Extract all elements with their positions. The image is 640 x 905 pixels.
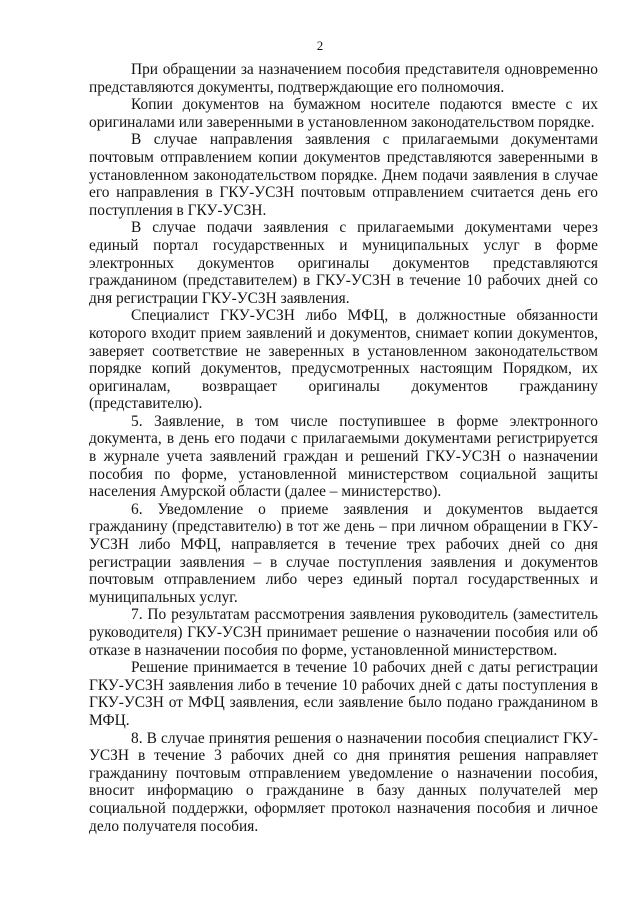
paragraph-postal-submission: В случае направления заявления с прилагаемыми документами почтовым отправлением копии документов представляются заверенными в установленном законодательством порядке. Днем подачи заявления в случае его направления в ГКУ-УСЗН почтовым отправлением считается день его поступления в ГКУ-УСЗН.	[89, 131, 598, 219]
paragraph-item-7: 7. По результатам рассмотрения заявления руководитель (заместитель руководителя) ГКУ-УСЗН принимает решение о назначении пособия или об отказе в назначении пособия по форме, установленной министерством.	[89, 606, 598, 659]
paragraph-representative-documents: При обращении за назначением пособия представителя одновременно представляются документы, подтверждающие его полномочия.	[89, 61, 598, 96]
paragraph-document-copies: Копии документов на бумажном носителе подаются вместе с их оригиналами или заверенными в установленном законодательством порядке.	[89, 96, 598, 131]
paragraph-item-5: 5. Заявление, в том числе поступившее в форме электронного документа, в день его подачи с прилагаемыми документами регистрируется в журнале учета заявлений граждан и решений ГКУ-УСЗН о назначении пособия по форме, установленной министерством социальной защиты населения Амурской области (далее – министерство).	[89, 412, 598, 501]
document-body	[89, 61, 598, 835]
paragraph-decision-timing: Решение принимается в течение 10 рабочих дней с даты регистрации ГКУ-УСЗН заявления либо в течение 10 рабочих дней с даты поступления в ГКУ-УСЗН от МФЦ заявления, если заявление было подано гражданином в МФЦ.	[89, 659, 598, 729]
paragraph-specialist-duties: Специалист ГКУ-УСЗН либо МФЦ, в должностные обязанности которого входит прием заявлений и документов, снимает копии документов, заверяет соответствие не заверенных в установленном законодательством порядке копий документов, предусмотренных настоящим Порядком, их оригиналам, возвращает оригиналы документов гражданину (представителю).	[89, 307, 598, 413]
page-number: 2	[316, 38, 324, 53]
paragraph-item-8: 8. В случае принятия решения о назначении пособия специалист ГКУ-УСЗН в течение 3 рабочих дней со дня принятия решения направляет гражданину почтовым отправлением уведомление о назначении пособия, вносит информацию о гражданине в базу данных получателей мер социальной поддержки, оформляет протокол назначения пособия и личное дело получателя пособия.	[89, 729, 598, 835]
paragraph-item-6: 6. Уведомление о приеме заявления и документов выдается гражданину (представителю) в тот же день – при личном обращении в ГКУ-УСЗН либо МФЦ, направляется в течение трех рабочих дней со дня регистрации заявления – в случае поступления заявления и документов почтовым отправлением либо через единый портал государственных и муниципальных услуг.	[89, 500, 598, 606]
paragraph-electronic-submission: В случае подачи заявления с прилагаемыми документами через единый портал государственных и муниципальных услуг в форме электронных документов оригиналы документов представляются гражданином (представителем) в ГКУ-УСЗН в течение 10 рабочих дней со дня регистрации ГКУ-УСЗН заявления.	[89, 219, 598, 307]
